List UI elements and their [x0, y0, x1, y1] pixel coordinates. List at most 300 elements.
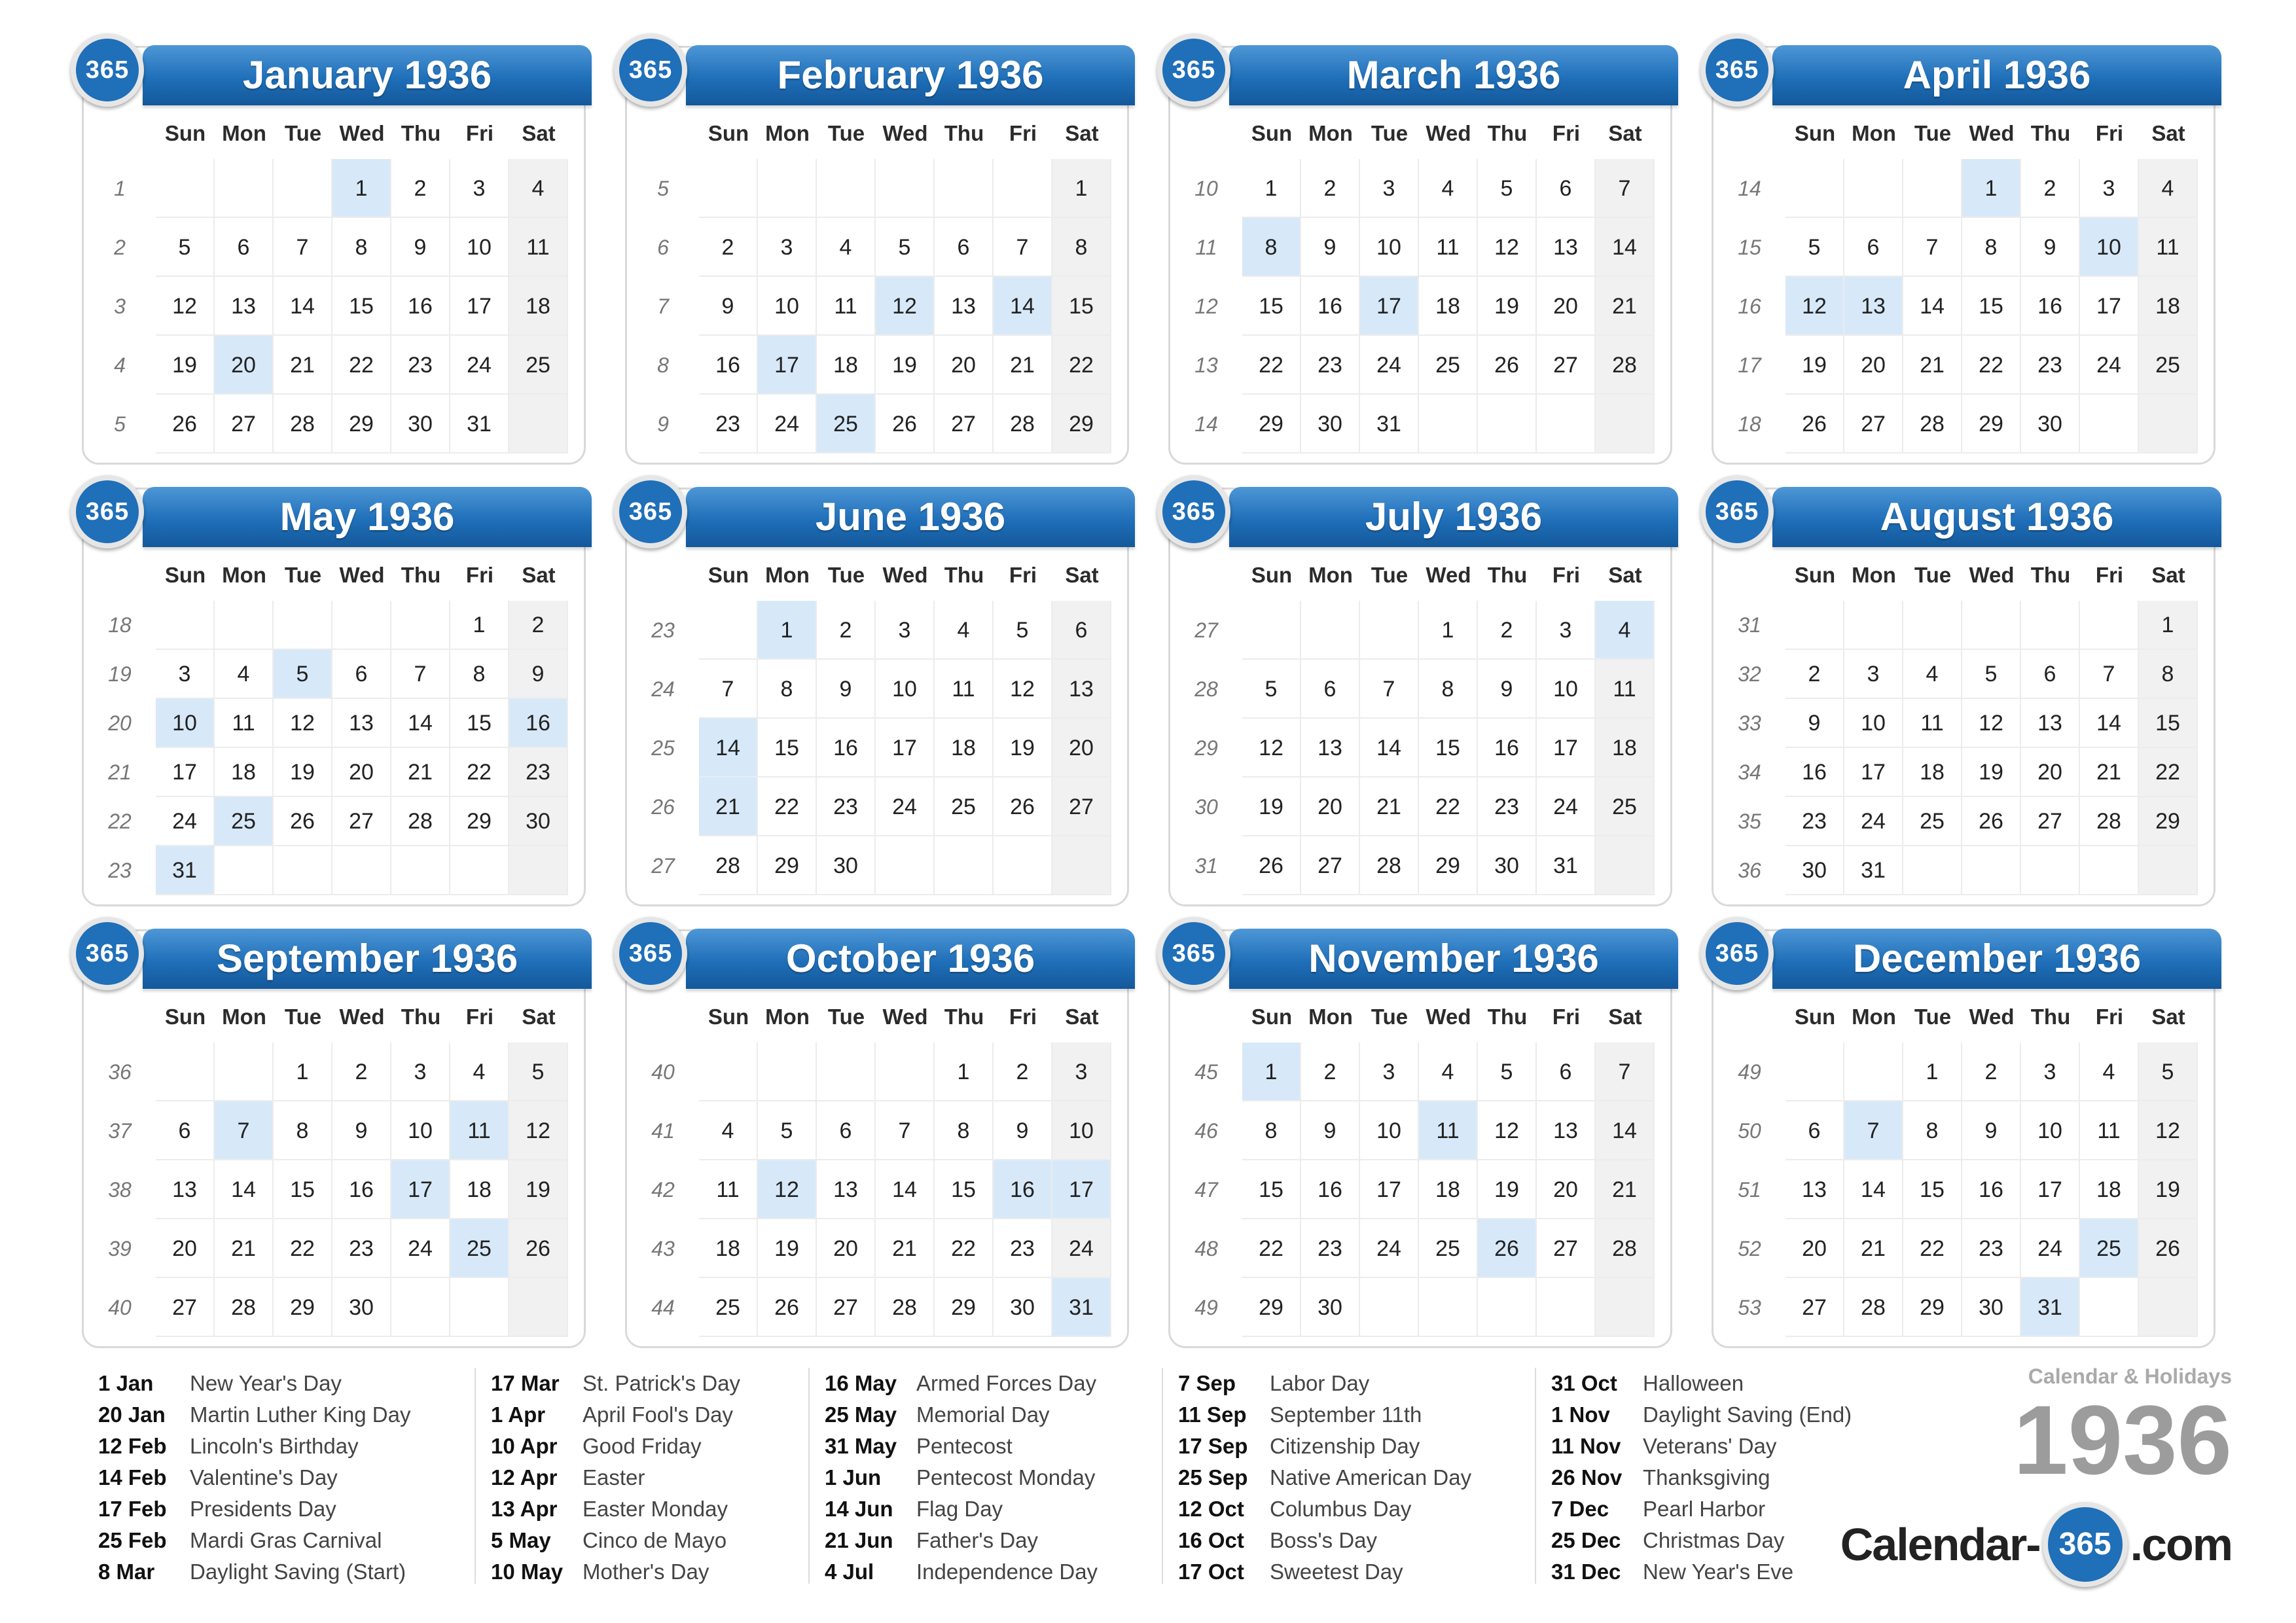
day-cell[interactable]: 10 — [1537, 660, 1596, 719]
day-cell[interactable]: 15 — [935, 1160, 994, 1219]
day-cell[interactable]: 21 — [1596, 1160, 1655, 1219]
day-cell[interactable]: 12 — [876, 277, 935, 336]
day-cell[interactable]: 6 — [1844, 218, 1903, 277]
day-cell[interactable]: 15 — [274, 1160, 332, 1219]
day-cell[interactable]: 11 — [509, 218, 568, 277]
day-cell[interactable]: 9 — [994, 1101, 1052, 1160]
day-cell[interactable]: 28 — [994, 395, 1052, 454]
day-cell[interactable]: 28 — [1844, 1278, 1903, 1337]
day-cell[interactable]: 12 — [156, 277, 215, 336]
day-cell[interactable]: 9 — [509, 650, 568, 699]
day-cell[interactable]: 31 — [1052, 1278, 1111, 1337]
day-cell[interactable]: 30 — [817, 836, 876, 895]
day-cell[interactable]: 4 — [1596, 601, 1655, 660]
day-cell[interactable]: 20 — [1537, 277, 1596, 336]
day-cell[interactable]: 14 — [1596, 1101, 1655, 1160]
day-cell[interactable]: 10 — [758, 277, 817, 336]
day-cell[interactable]: 28 — [391, 797, 450, 846]
day-cell[interactable]: 18 — [1903, 748, 1962, 797]
day-cell[interactable]: 12 — [1478, 218, 1537, 277]
day-cell[interactable]: 27 — [1301, 836, 1360, 895]
day-cell[interactable]: 25 — [1903, 797, 1962, 846]
day-cell[interactable]: 14 — [215, 1160, 274, 1219]
day-cell[interactable]: 11 — [699, 1160, 758, 1219]
day-cell[interactable]: 17 — [758, 336, 817, 395]
day-cell[interactable]: 3 — [156, 650, 215, 699]
day-cell[interactable]: 23 — [1478, 777, 1537, 836]
day-cell[interactable]: 30 — [1301, 1278, 1360, 1337]
day-cell[interactable]: 7 — [391, 650, 450, 699]
day-cell[interactable]: 17 — [2080, 277, 2139, 336]
day-cell[interactable]: 24 — [156, 797, 215, 846]
day-cell[interactable]: 18 — [2139, 277, 2198, 336]
day-cell[interactable]: 19 — [1962, 748, 2021, 797]
day-cell[interactable]: 2 — [391, 159, 450, 218]
day-cell[interactable]: 28 — [1596, 1219, 1655, 1278]
day-cell[interactable]: 1 — [1242, 159, 1301, 218]
day-cell[interactable]: 19 — [1478, 277, 1537, 336]
day-cell[interactable]: 3 — [1360, 1043, 1419, 1101]
day-cell[interactable]: 16 — [1962, 1160, 2021, 1219]
day-cell[interactable]: 16 — [994, 1160, 1052, 1219]
day-cell[interactable]: 9 — [1785, 699, 1844, 748]
day-cell[interactable]: 12 — [1785, 277, 1844, 336]
day-cell[interactable]: 5 — [1478, 1043, 1537, 1101]
day-cell[interactable]: 15 — [1242, 1160, 1301, 1219]
day-cell[interactable]: 13 — [817, 1160, 876, 1219]
day-cell[interactable]: 4 — [935, 601, 994, 660]
day-cell[interactable]: 27 — [1537, 1219, 1596, 1278]
day-cell[interactable]: 18 — [935, 719, 994, 777]
day-cell[interactable]: 29 — [935, 1278, 994, 1337]
day-cell[interactable]: 10 — [391, 1101, 450, 1160]
day-cell[interactable]: 11 — [1903, 699, 1962, 748]
day-cell[interactable]: 12 — [1242, 719, 1301, 777]
day-cell[interactable]: 26 — [2139, 1219, 2198, 1278]
day-cell[interactable]: 29 — [1962, 395, 2021, 454]
day-cell[interactable]: 17 — [1844, 748, 1903, 797]
day-cell[interactable]: 14 — [1844, 1160, 1903, 1219]
day-cell[interactable]: 21 — [699, 777, 758, 836]
day-cell[interactable]: 20 — [935, 336, 994, 395]
day-cell[interactable]: 14 — [274, 277, 332, 336]
day-cell[interactable]: 15 — [758, 719, 817, 777]
day-cell[interactable]: 13 — [1844, 277, 1903, 336]
day-cell[interactable]: 20 — [1052, 719, 1111, 777]
day-cell[interactable]: 24 — [876, 777, 935, 836]
day-cell[interactable]: 23 — [699, 395, 758, 454]
day-cell[interactable]: 20 — [1785, 1219, 1844, 1278]
day-cell[interactable]: 24 — [391, 1219, 450, 1278]
day-cell[interactable]: 29 — [1903, 1278, 1962, 1337]
day-cell[interactable]: 20 — [1301, 777, 1360, 836]
day-cell[interactable]: 14 — [699, 719, 758, 777]
day-cell[interactable]: 9 — [391, 218, 450, 277]
day-cell[interactable]: 19 — [1242, 777, 1301, 836]
day-cell[interactable]: 12 — [758, 1160, 817, 1219]
day-cell[interactable]: 6 — [1052, 601, 1111, 660]
day-cell[interactable]: 22 — [1242, 336, 1301, 395]
day-cell[interactable]: 19 — [876, 336, 935, 395]
day-cell[interactable]: 13 — [1537, 218, 1596, 277]
day-cell[interactable]: 28 — [1903, 395, 1962, 454]
day-cell[interactable]: 8 — [450, 650, 509, 699]
day-cell[interactable]: 7 — [1844, 1101, 1903, 1160]
day-cell[interactable]: 29 — [1419, 836, 1478, 895]
day-cell[interactable]: 30 — [994, 1278, 1052, 1337]
day-cell[interactable]: 22 — [1052, 336, 1111, 395]
day-cell[interactable]: 21 — [1596, 277, 1655, 336]
day-cell[interactable]: 2 — [1301, 159, 1360, 218]
day-cell[interactable]: 7 — [1903, 218, 1962, 277]
day-cell[interactable]: 6 — [1537, 159, 1596, 218]
day-cell[interactable]: 6 — [817, 1101, 876, 1160]
day-cell[interactable]: 23 — [509, 748, 568, 797]
day-cell[interactable]: 23 — [1962, 1219, 2021, 1278]
day-cell[interactable]: 15 — [2139, 699, 2198, 748]
day-cell[interactable]: 25 — [450, 1219, 509, 1278]
day-cell[interactable]: 30 — [332, 1278, 391, 1337]
day-cell[interactable]: 9 — [1301, 1101, 1360, 1160]
day-cell[interactable]: 3 — [1052, 1043, 1111, 1101]
day-cell[interactable]: 8 — [758, 660, 817, 719]
day-cell[interactable]: 26 — [509, 1219, 568, 1278]
day-cell[interactable]: 16 — [1785, 748, 1844, 797]
day-cell[interactable]: 23 — [1785, 797, 1844, 846]
day-cell[interactable]: 1 — [1419, 601, 1478, 660]
day-cell[interactable]: 11 — [1419, 218, 1478, 277]
day-cell[interactable]: 22 — [450, 748, 509, 797]
day-cell[interactable]: 15 — [332, 277, 391, 336]
day-cell[interactable]: 5 — [274, 650, 332, 699]
day-cell[interactable]: 2 — [699, 218, 758, 277]
day-cell[interactable]: 2 — [994, 1043, 1052, 1101]
day-cell[interactable]: 18 — [215, 748, 274, 797]
day-cell[interactable]: 31 — [1360, 395, 1419, 454]
day-cell[interactable]: 19 — [2139, 1160, 2198, 1219]
day-cell[interactable]: 28 — [699, 836, 758, 895]
day-cell[interactable]: 30 — [2021, 395, 2080, 454]
day-cell[interactable]: 6 — [1785, 1101, 1844, 1160]
day-cell[interactable]: 24 — [1537, 777, 1596, 836]
day-cell[interactable]: 8 — [1052, 218, 1111, 277]
day-cell[interactable]: 3 — [2021, 1043, 2080, 1101]
day-cell[interactable]: 1 — [274, 1043, 332, 1101]
day-cell[interactable]: 14 — [1903, 277, 1962, 336]
day-cell[interactable]: 10 — [2021, 1101, 2080, 1160]
day-cell[interactable]: 3 — [391, 1043, 450, 1101]
day-cell[interactable]: 7 — [1596, 1043, 1655, 1101]
day-cell[interactable]: 11 — [2080, 1101, 2139, 1160]
day-cell[interactable]: 14 — [1360, 719, 1419, 777]
day-cell[interactable]: 16 — [509, 699, 568, 748]
day-cell[interactable]: 18 — [509, 277, 568, 336]
day-cell[interactable]: 15 — [1052, 277, 1111, 336]
day-cell[interactable]: 26 — [1478, 336, 1537, 395]
day-cell[interactable]: 28 — [274, 395, 332, 454]
day-cell[interactable]: 6 — [215, 218, 274, 277]
day-cell[interactable]: 17 — [156, 748, 215, 797]
day-cell[interactable]: 29 — [450, 797, 509, 846]
day-cell[interactable]: 18 — [1596, 719, 1655, 777]
day-cell[interactable]: 25 — [2080, 1219, 2139, 1278]
day-cell[interactable]: 6 — [1537, 1043, 1596, 1101]
day-cell[interactable]: 2 — [1962, 1043, 2021, 1101]
day-cell[interactable]: 4 — [450, 1043, 509, 1101]
day-cell[interactable]: 8 — [935, 1101, 994, 1160]
day-cell[interactable]: 8 — [1242, 1101, 1301, 1160]
day-cell[interactable]: 26 — [274, 797, 332, 846]
day-cell[interactable]: 10 — [1360, 218, 1419, 277]
day-cell[interactable]: 1 — [758, 601, 817, 660]
day-cell[interactable]: 16 — [699, 336, 758, 395]
day-cell[interactable]: 23 — [994, 1219, 1052, 1278]
day-cell[interactable]: 18 — [817, 336, 876, 395]
day-cell[interactable]: 14 — [994, 277, 1052, 336]
day-cell[interactable]: 17 — [876, 719, 935, 777]
day-cell[interactable]: 13 — [1785, 1160, 1844, 1219]
day-cell[interactable]: 21 — [1844, 1219, 1903, 1278]
day-cell[interactable]: 14 — [1596, 218, 1655, 277]
day-cell[interactable]: 18 — [450, 1160, 509, 1219]
day-cell[interactable]: 27 — [215, 395, 274, 454]
day-cell[interactable]: 24 — [450, 336, 509, 395]
day-cell[interactable]: 24 — [2021, 1219, 2080, 1278]
day-cell[interactable]: 13 — [935, 277, 994, 336]
day-cell[interactable]: 25 — [817, 395, 876, 454]
day-cell[interactable]: 19 — [1785, 336, 1844, 395]
day-cell[interactable]: 20 — [817, 1219, 876, 1278]
day-cell[interactable]: 21 — [876, 1219, 935, 1278]
day-cell[interactable]: 10 — [1052, 1101, 1111, 1160]
day-cell[interactable]: 23 — [1301, 1219, 1360, 1278]
day-cell[interactable]: 17 — [1052, 1160, 1111, 1219]
day-cell[interactable]: 13 — [1301, 719, 1360, 777]
day-cell[interactable]: 13 — [156, 1160, 215, 1219]
day-cell[interactable]: 2 — [332, 1043, 391, 1101]
day-cell[interactable]: 9 — [1962, 1101, 2021, 1160]
day-cell[interactable]: 12 — [2139, 1101, 2198, 1160]
day-cell[interactable]: 13 — [1052, 660, 1111, 719]
day-cell[interactable]: 2 — [1785, 650, 1844, 699]
day-cell[interactable]: 6 — [156, 1101, 215, 1160]
day-cell[interactable]: 24 — [2080, 336, 2139, 395]
day-cell[interactable]: 4 — [215, 650, 274, 699]
day-cell[interactable]: 27 — [156, 1278, 215, 1337]
day-cell[interactable]: 24 — [1052, 1219, 1111, 1278]
day-cell[interactable]: 24 — [1360, 336, 1419, 395]
day-cell[interactable]: 3 — [450, 159, 509, 218]
day-cell[interactable]: 2 — [1478, 601, 1537, 660]
day-cell[interactable]: 22 — [758, 777, 817, 836]
day-cell[interactable]: 17 — [391, 1160, 450, 1219]
day-cell[interactable]: 5 — [1962, 650, 2021, 699]
day-cell[interactable]: 23 — [332, 1219, 391, 1278]
day-cell[interactable]: 10 — [156, 699, 215, 748]
day-cell[interactable]: 7 — [699, 660, 758, 719]
day-cell[interactable]: 22 — [1419, 777, 1478, 836]
day-cell[interactable]: 19 — [156, 336, 215, 395]
day-cell[interactable]: 28 — [876, 1278, 935, 1337]
day-cell[interactable]: 9 — [332, 1101, 391, 1160]
day-cell[interactable]: 1 — [1242, 1043, 1301, 1101]
day-cell[interactable]: 17 — [450, 277, 509, 336]
day-cell[interactable]: 1 — [1962, 159, 2021, 218]
day-cell[interactable]: 22 — [935, 1219, 994, 1278]
day-cell[interactable]: 7 — [1360, 660, 1419, 719]
day-cell[interactable]: 19 — [274, 748, 332, 797]
day-cell[interactable]: 5 — [156, 218, 215, 277]
day-cell[interactable]: 11 — [2139, 218, 2198, 277]
day-cell[interactable]: 23 — [1301, 336, 1360, 395]
day-cell[interactable]: 7 — [215, 1101, 274, 1160]
day-cell[interactable]: 7 — [274, 218, 332, 277]
day-cell[interactable]: 22 — [1242, 1219, 1301, 1278]
day-cell[interactable]: 28 — [215, 1278, 274, 1337]
day-cell[interactable]: 18 — [2080, 1160, 2139, 1219]
day-cell[interactable]: 9 — [817, 660, 876, 719]
day-cell[interactable]: 5 — [1785, 218, 1844, 277]
day-cell[interactable]: 23 — [2021, 336, 2080, 395]
day-cell[interactable]: 28 — [2080, 797, 2139, 846]
day-cell[interactable]: 7 — [1596, 159, 1655, 218]
day-cell[interactable]: 14 — [876, 1160, 935, 1219]
day-cell[interactable]: 4 — [817, 218, 876, 277]
day-cell[interactable]: 12 — [1478, 1101, 1537, 1160]
day-cell[interactable]: 21 — [391, 748, 450, 797]
day-cell[interactable]: 23 — [817, 777, 876, 836]
day-cell[interactable]: 4 — [1419, 159, 1478, 218]
day-cell[interactable]: 6 — [2021, 650, 2080, 699]
day-cell[interactable]: 29 — [2139, 797, 2198, 846]
day-cell[interactable]: 25 — [2139, 336, 2198, 395]
day-cell[interactable]: 30 — [391, 395, 450, 454]
day-cell[interactable]: 13 — [2021, 699, 2080, 748]
day-cell[interactable]: 8 — [1903, 1101, 1962, 1160]
day-cell[interactable]: 16 — [391, 277, 450, 336]
day-cell[interactable]: 30 — [1785, 846, 1844, 895]
day-cell[interactable]: 29 — [1242, 1278, 1301, 1337]
day-cell[interactable]: 24 — [1844, 797, 1903, 846]
day-cell[interactable]: 5 — [758, 1101, 817, 1160]
day-cell[interactable]: 21 — [1903, 336, 1962, 395]
day-cell[interactable]: 12 — [274, 699, 332, 748]
day-cell[interactable]: 21 — [2080, 748, 2139, 797]
day-cell[interactable]: 27 — [2021, 797, 2080, 846]
day-cell[interactable]: 29 — [1242, 395, 1301, 454]
day-cell[interactable]: 25 — [1596, 777, 1655, 836]
day-cell[interactable]: 10 — [876, 660, 935, 719]
day-cell[interactable]: 27 — [935, 395, 994, 454]
day-cell[interactable]: 2 — [1301, 1043, 1360, 1101]
day-cell[interactable]: 1 — [332, 159, 391, 218]
day-cell[interactable]: 26 — [1242, 836, 1301, 895]
day-cell[interactable]: 11 — [935, 660, 994, 719]
day-cell[interactable]: 1 — [935, 1043, 994, 1101]
day-cell[interactable]: 26 — [1478, 1219, 1537, 1278]
day-cell[interactable]: 11 — [450, 1101, 509, 1160]
day-cell[interactable]: 4 — [699, 1101, 758, 1160]
day-cell[interactable]: 9 — [1301, 218, 1360, 277]
day-cell[interactable]: 7 — [876, 1101, 935, 1160]
day-cell[interactable]: 31 — [156, 846, 215, 895]
day-cell[interactable]: 19 — [509, 1160, 568, 1219]
day-cell[interactable]: 14 — [391, 699, 450, 748]
day-cell[interactable]: 2 — [2021, 159, 2080, 218]
day-cell[interactable]: 20 — [1537, 1160, 1596, 1219]
day-cell[interactable]: 3 — [758, 218, 817, 277]
day-cell[interactable]: 21 — [1360, 777, 1419, 836]
day-cell[interactable]: 3 — [2080, 159, 2139, 218]
day-cell[interactable]: 8 — [1419, 660, 1478, 719]
day-cell[interactable]: 16 — [817, 719, 876, 777]
day-cell[interactable]: 10 — [450, 218, 509, 277]
day-cell[interactable]: 22 — [274, 1219, 332, 1278]
day-cell[interactable]: 1 — [1903, 1043, 1962, 1101]
day-cell[interactable]: 31 — [2021, 1278, 2080, 1337]
day-cell[interactable]: 21 — [215, 1219, 274, 1278]
day-cell[interactable]: 12 — [509, 1101, 568, 1160]
day-cell[interactable]: 25 — [1419, 336, 1478, 395]
day-cell[interactable]: 11 — [817, 277, 876, 336]
day-cell[interactable]: 20 — [215, 336, 274, 395]
day-cell[interactable]: 5 — [994, 601, 1052, 660]
day-cell[interactable]: 12 — [1962, 699, 2021, 748]
day-cell[interactable]: 5 — [1478, 159, 1537, 218]
day-cell[interactable]: 7 — [994, 218, 1052, 277]
day-cell[interactable]: 3 — [1844, 650, 1903, 699]
day-cell[interactable]: 24 — [758, 395, 817, 454]
day-cell[interactable]: 27 — [1844, 395, 1903, 454]
day-cell[interactable]: 27 — [332, 797, 391, 846]
day-cell[interactable]: 30 — [1478, 836, 1537, 895]
day-cell[interactable]: 29 — [274, 1278, 332, 1337]
day-cell[interactable]: 5 — [1242, 660, 1301, 719]
day-cell[interactable]: 4 — [2139, 159, 2198, 218]
day-cell[interactable]: 15 — [1419, 719, 1478, 777]
day-cell[interactable]: 25 — [699, 1278, 758, 1337]
day-cell[interactable]: 13 — [215, 277, 274, 336]
day-cell[interactable]: 1 — [2139, 601, 2198, 650]
day-cell[interactable]: 28 — [1596, 336, 1655, 395]
day-cell[interactable]: 19 — [758, 1219, 817, 1278]
day-cell[interactable]: 7 — [2080, 650, 2139, 699]
day-cell[interactable]: 13 — [332, 699, 391, 748]
day-cell[interactable]: 11 — [1419, 1101, 1478, 1160]
day-cell[interactable]: 29 — [332, 395, 391, 454]
day-cell[interactable]: 26 — [758, 1278, 817, 1337]
day-cell[interactable]: 4 — [1903, 650, 1962, 699]
day-cell[interactable]: 5 — [2139, 1043, 2198, 1101]
day-cell[interactable]: 13 — [1537, 1101, 1596, 1160]
day-cell[interactable]: 16 — [332, 1160, 391, 1219]
day-cell[interactable]: 5 — [509, 1043, 568, 1101]
day-cell[interactable]: 9 — [699, 277, 758, 336]
day-cell[interactable]: 8 — [2139, 650, 2198, 699]
day-cell[interactable]: 9 — [1478, 660, 1537, 719]
day-cell[interactable]: 22 — [1962, 336, 2021, 395]
day-cell[interactable]: 26 — [1785, 395, 1844, 454]
brand-logo[interactable] — [1840, 1502, 2232, 1587]
day-cell[interactable]: 4 — [1419, 1043, 1478, 1101]
day-cell[interactable]: 30 — [509, 797, 568, 846]
day-cell[interactable]: 15 — [450, 699, 509, 748]
day-cell[interactable]: 17 — [1537, 719, 1596, 777]
day-cell[interactable]: 8 — [332, 218, 391, 277]
day-cell[interactable]: 27 — [1052, 777, 1111, 836]
day-cell[interactable]: 25 — [509, 336, 568, 395]
day-cell[interactable]: 16 — [1478, 719, 1537, 777]
